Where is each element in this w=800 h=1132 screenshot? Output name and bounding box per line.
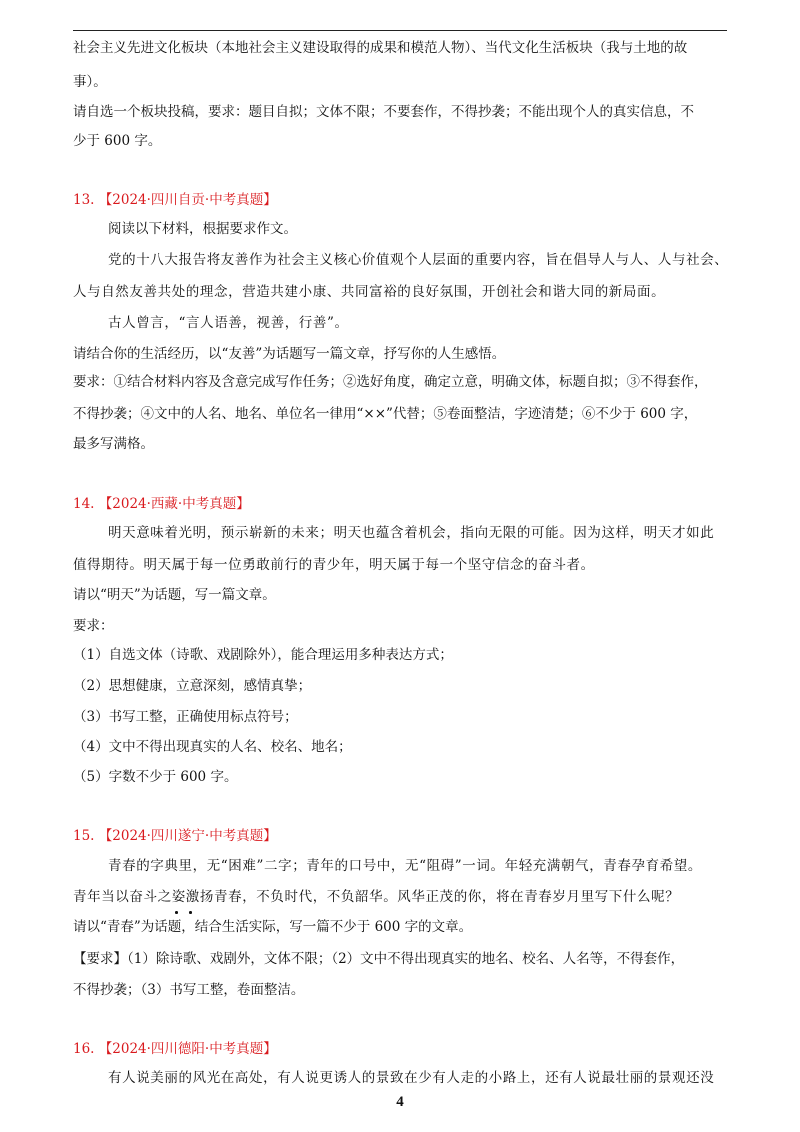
question-source-tag: 【2024·西藏·中考真题】 [98, 496, 250, 512]
text-line: 不得抄袭；④文中的人名、地名、单位名一律用“××”代替；⑤卷面整洁，字迹清楚；⑥不少于 600 字， [73, 406, 698, 422]
question-14-heading [73, 494, 733, 514]
emphasis-dot [189, 911, 192, 914]
text-line: 阅读以下材料，根据要求作文。 [108, 221, 297, 237]
text-line: 明天意味着光明，预示崭新的未来；明天也蕴含着机会，指向无限的可能。因为这样，明天才如此 [108, 525, 715, 541]
text-line: 请以“明天”为话题，写一篇文章。 [73, 587, 276, 603]
text-line: 古人曾言，“言人语善，视善，行善”。 [108, 315, 349, 331]
text-line: 要求：①结合材料内容及含意完成写作任务；②选好角度，确定立意，明确文体，标题自拟；③不得套作， [73, 374, 708, 390]
question-13-heading [73, 190, 733, 210]
question-source-tag: 【2024·四川自贡·中考真题】 [98, 192, 277, 208]
text-line: 人与自然友善共处的理念，营造共建小康、共同富裕的良好氛围，开创社会和谐大同的新局面。 [73, 284, 666, 300]
requirement-item: （1）自选文体（诗歌、戏剧除外），能合理运用多种表达方式； [73, 647, 453, 663]
text-line: 青年当以奋斗之姿激扬青春，不负时代，不负韶华。风华正茂的你，将在青春岁月里写下什么呢？ [73, 889, 680, 905]
header-rule [73, 30, 727, 31]
text-line: 事）。 [73, 74, 107, 90]
text-line: 要求： [73, 618, 114, 634]
text-line: 值得期待。明天属于每一位勇敢前行的青少年，明天属于每一个坚守信念的奋斗者。 [73, 557, 595, 573]
requirement-item: （5）字数不少于 600 字。 [73, 769, 238, 785]
question-number: 16. [73, 1041, 95, 1057]
requirement-item: （3）书写工整，正确使用标点符号； [73, 709, 298, 725]
text-line: 青春的字典里，无“困难”二字；青年的口号中，无“阻碍”一词。年轻充满朝气，青春孕育希望。 [108, 858, 703, 874]
text-line: 【要求】（1）除诗歌、戏剧外，文体不限；（2）文中不得出现真实的地名、校名、人名等，不得套作， [73, 951, 685, 967]
question-source-tag: 【2024·四川德阳·中考真题】 [98, 1041, 277, 1057]
text-line: 党的十八大报告将友善作为社会主义核心价值观个人层面的重要内容，旨在倡导人与人、人与社会、 [108, 252, 729, 268]
text-line: 不得抄袭；（3）书写工整，卷面整洁。 [73, 982, 305, 998]
requirement-item: （2）思想健康，立意深刻，感情真挚； [73, 678, 312, 694]
question-number: 13. [73, 192, 95, 208]
text-line: 少于 600 字。 [73, 133, 162, 149]
text-line: 请自选一个板块投稿，要求：题目自拟；文体不限；不要套作，不得抄袭；不能出现个人的真实信息，不 [73, 104, 694, 120]
text-line: 请以“青春”为话题，结合生活实际，写一篇不少于 600 字的文章。 [73, 919, 473, 935]
question-number: 15. [73, 828, 95, 844]
text-line: 请结合你的生活经历，以“友善”为话题写一篇文章，抒写你的人生感悟。 [73, 346, 506, 362]
page-number: 4 [396, 1094, 404, 1110]
question-number: 14. [73, 496, 95, 512]
emphasis-dot [175, 911, 178, 914]
text-line: 有人说美丽的风光在高处，有人说更诱人的景致在少有人走的小路上，还有人说最壮丽的景观还没 [108, 1070, 715, 1086]
requirement-item: （4）文中不得出现真实的人名、校名、地名； [73, 739, 352, 755]
text-line: 社会主义先进文化板块（本地社会主义建设取得的成果和模范人物）、当代文化生活板块（我与土地的故 [73, 40, 688, 56]
text-line: 最多写满格。 [73, 436, 154, 452]
question-source-tag: 【2024·四川遂宁·中考真题】 [98, 828, 277, 844]
question-15-heading [73, 826, 733, 846]
question-16-heading [73, 1039, 733, 1059]
